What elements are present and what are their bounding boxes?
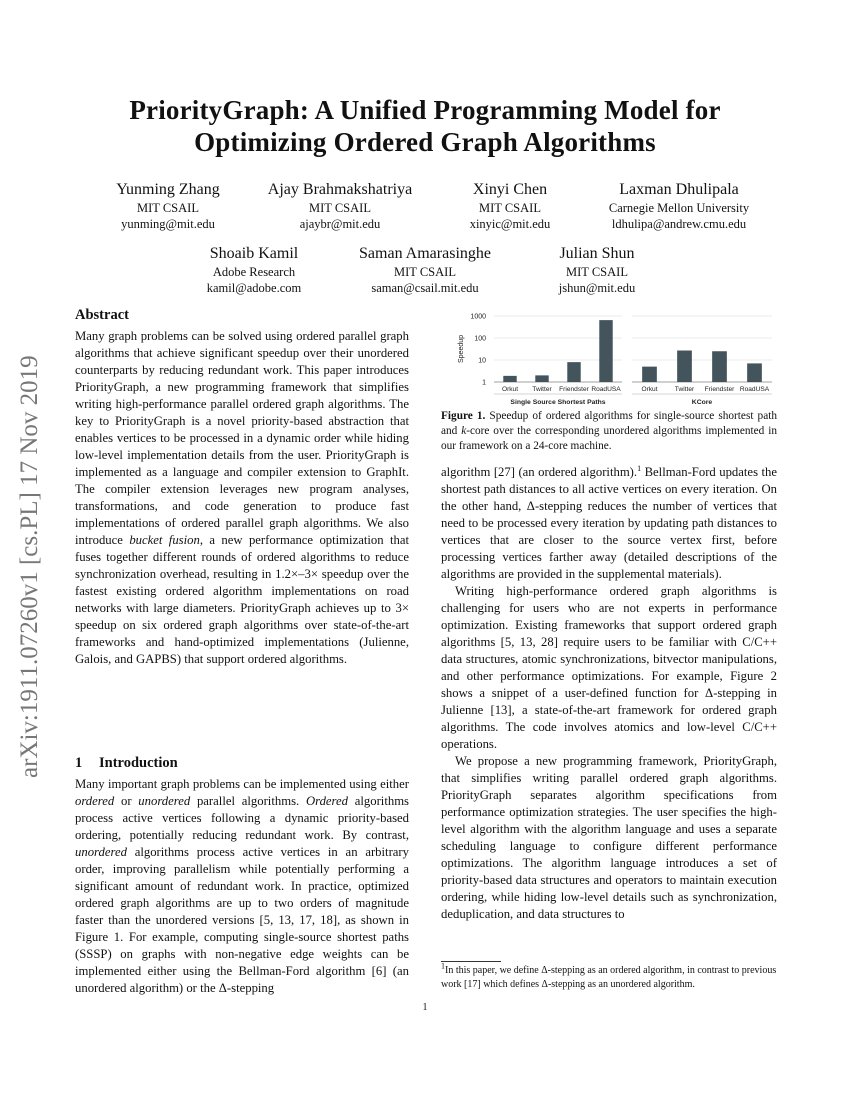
abstract-heading: Abstract bbox=[75, 307, 129, 323]
x-tick-label: Orkut bbox=[501, 386, 519, 393]
author-affiliation: MIT CSAIL bbox=[566, 265, 628, 279]
author-name: Shoaib Kamil bbox=[209, 245, 299, 262]
author-block bbox=[579, 180, 779, 232]
arxiv-stamp bbox=[10, 298, 54, 778]
x-tick-label: Friendster bbox=[704, 386, 735, 393]
bar bbox=[747, 363, 762, 382]
introduction-section bbox=[75, 755, 409, 997]
body-paragraph: We propose a new programming framework, PriorityGraph, that simplifies writing parallel ordered graph algorithms. PriorityGraph separates algorithm specifications from performance optimization strategies. The user specifies the high-level algorithm with the algorithm language and uses a separate scheduling language to configure different performance optimizations. The algorithm language introduces a set of priority-based data structures and operators to maintain execution ordering, while hiding low-level details such as synchronization, deduplication, and data structures to bbox=[441, 754, 777, 921]
intro-emphasis: ordered bbox=[75, 794, 115, 808]
title-line-1: PriorityGraph: A Unified Programming Model for bbox=[129, 95, 721, 125]
figure-1-chart bbox=[452, 306, 774, 410]
bar bbox=[535, 375, 548, 382]
abstract-section bbox=[75, 307, 409, 668]
author-block bbox=[154, 244, 354, 296]
author-name: Laxman Dhulipala bbox=[619, 181, 739, 198]
section-number: 1 bbox=[75, 755, 83, 771]
author-block bbox=[497, 244, 697, 296]
group-title: Single Source Shortest Paths bbox=[510, 399, 606, 406]
abstract-body bbox=[75, 328, 409, 668]
figure-1-caption bbox=[441, 409, 777, 454]
body-text: Bellman-Ford updates the shortest path distances to all active vertices on every iteration. On the other hand, Δ-stepping reduces the number of vertices that need to be processed every iteration by updating path distances to vertices that are closer to the source vertex first, before processing vertices farther away (detailed descriptions of the algorithms are provided in the supplemental materials). bbox=[441, 465, 777, 581]
title-line-2: Optimizing Ordered Graph Algorithms bbox=[194, 127, 656, 157]
author-email: ldhulipa@andrew.cmu.edu bbox=[611, 217, 747, 231]
author-name: Julian Shun bbox=[559, 245, 635, 262]
bar bbox=[567, 362, 580, 382]
intro-text: algorithms process active vertices in an arbitrary order, improving parallelism while potentially performing a significant amount of redundant work. In practice, optimized ordered graph algorithms are up to two orders of magnitude faster than the unordered versions [5, 13, 17, 18], as shown in Figure 1. For example, computing single-source shortest paths (SSSP) on graphs with non-negative edge weights can be implemented either using the Bellman-Ford algorithm [6] (an unordered algorithm) or the Δ-stepping bbox=[75, 845, 409, 995]
intro-text: parallel algorithms. bbox=[190, 794, 306, 808]
abstract-emphasis: bucket fusion bbox=[129, 533, 200, 547]
arxiv-id: arXiv:1911.07260v1 [cs.PL] 17 Nov 2019 bbox=[16, 355, 43, 778]
footnote-ref: 1 bbox=[637, 463, 642, 473]
author-block bbox=[68, 180, 268, 232]
footnote-text: In this paper, we define Δ-stepping as an ordered algorithm, in contrast to previous work [17] which defines Δ-stepping as an unordered algorithm. bbox=[441, 965, 777, 990]
author-email: xinyic@mit.edu bbox=[469, 217, 551, 231]
bar bbox=[642, 367, 657, 382]
x-tick-label: Orkut bbox=[641, 386, 658, 393]
section-heading bbox=[75, 755, 409, 772]
author-email: saman@csail.mit.edu bbox=[371, 281, 479, 295]
author-email: kamil@adobe.com bbox=[206, 281, 302, 295]
author-email: jshun@mit.edu bbox=[558, 281, 636, 295]
intro-emphasis: Ordered bbox=[305, 794, 348, 808]
bar bbox=[599, 320, 612, 382]
author-affiliation: Adobe Research bbox=[212, 265, 296, 279]
section-title: Introduction bbox=[99, 755, 178, 771]
y-tick-label: 1000 bbox=[470, 313, 486, 321]
caption-text: Speedup of ordered algorithms for single-source shortest path and bbox=[441, 410, 777, 437]
body-paragraph bbox=[441, 464, 777, 583]
x-tick-label: Friendster bbox=[559, 386, 589, 393]
author-affiliation: MIT CSAIL bbox=[309, 201, 371, 215]
x-tick-label: Twitter bbox=[532, 386, 552, 393]
footnote bbox=[441, 961, 777, 992]
caption-text: -core over the corresponding unordered algorithms implemented in our framework on a 24-core machine. bbox=[441, 425, 777, 452]
caption-emphasis: k bbox=[461, 425, 467, 437]
footnote-mark: 1 bbox=[441, 961, 445, 971]
abstract-text-2: , a new performance optimization that fuses together different rounds of ordered algorithms to reduce synchronization overhead, resulting in 1.2×–3× speedup over the fastest existing ordered algorithm implementations on road networks with large diameters. PriorityGraph achieves up to 3× speedup on six ordered graph algorithms over state-of-the-art frameworks and hand-optimized implementations (Julienne, Galois, and GAPBS) that support ordered algorithms. bbox=[75, 533, 409, 666]
author-name: Saman Amarasinghe bbox=[359, 245, 491, 262]
bar bbox=[677, 351, 692, 382]
x-tick-label: RoadUSA bbox=[591, 386, 621, 393]
y-axis-label: Speedup bbox=[458, 334, 465, 364]
author-block bbox=[325, 244, 525, 296]
author-email: yunming@mit.edu bbox=[121, 217, 215, 231]
group-title: KCore bbox=[691, 399, 713, 406]
author-affiliation: MIT CSAIL bbox=[394, 265, 456, 279]
intro-text: or bbox=[114, 794, 139, 808]
abstract-text-1: Many graph problems can be solved using ordered parallel graph algorithms that achieve significant speedup over their unordered counterparts by reducing redundant work. This paper introduces PriorityGraph, a new programming framework that simplifies writing high-performance parallel ordered graph algorithms. The key to PriorityGraph is a novel priority-based abstraction that enables vertices to be processed in a dynamic order while hiding low-level implementation details from the user. PriorityGraph is implemented as a language and compiler extension to GraphIt. The compiler extension leverages new program analyses, transformations, and code generation to produce fast implementations of ordered parallel graph algorithms. We also introduce bbox=[75, 329, 409, 547]
body-text: algorithm [27] (an ordered algorithm). bbox=[441, 465, 638, 479]
bar bbox=[712, 351, 727, 382]
y-tick-label: 1 bbox=[482, 379, 486, 387]
caption-label: Figure 1. bbox=[441, 410, 486, 422]
y-tick-label: 100 bbox=[474, 335, 486, 343]
bar bbox=[503, 376, 516, 382]
x-tick-label: RoadUSA bbox=[739, 386, 770, 393]
author-name: Xinyi Chen bbox=[472, 181, 548, 198]
body-paragraph: Writing high-performance ordered graph algorithms is challenging for users who are not experts in performance optimization. Existing frameworks that support ordered graph algorithms [5, 13, 28] require users to be familiar with C/C++ data structures, atomic synchronizations, bitvector manipulations, and other performance optimizations. For example, Figure 2 shows a snippet of a user-defined function for Δ-stepping in Julienne [13], a state-of-the-art framework for ordered graph algorithms. The code involves atomics and low-level C/C++ operations. bbox=[441, 584, 777, 751]
author-email: ajaybr@mit.edu bbox=[299, 217, 381, 231]
intro-text: algorithms process active vertices following a dynamic priority-based ordering, potentially reducing redundant work. By contrast, bbox=[75, 794, 409, 842]
author-affiliation: Carnegie Mellon University bbox=[608, 201, 750, 215]
author-name: Yunming Zhang bbox=[116, 181, 220, 198]
paper-title bbox=[60, 94, 790, 158]
footnote-rule bbox=[441, 961, 501, 962]
x-tick-label: Twitter bbox=[674, 386, 695, 393]
page-number: 1 bbox=[422, 1002, 428, 1013]
author-name: Ajay Brahmakshatriya bbox=[267, 181, 413, 198]
intro-emphasis: unordered bbox=[138, 794, 191, 808]
right-column-body bbox=[441, 464, 777, 923]
y-tick-label: 10 bbox=[478, 357, 486, 365]
intro-text: Many important graph problems can be implemented using either bbox=[75, 777, 409, 791]
author-affiliation: MIT CSAIL bbox=[137, 201, 199, 215]
intro-emphasis: unordered bbox=[75, 845, 127, 859]
intro-paragraph bbox=[75, 776, 409, 997]
author-affiliation: MIT CSAIL bbox=[479, 201, 541, 215]
